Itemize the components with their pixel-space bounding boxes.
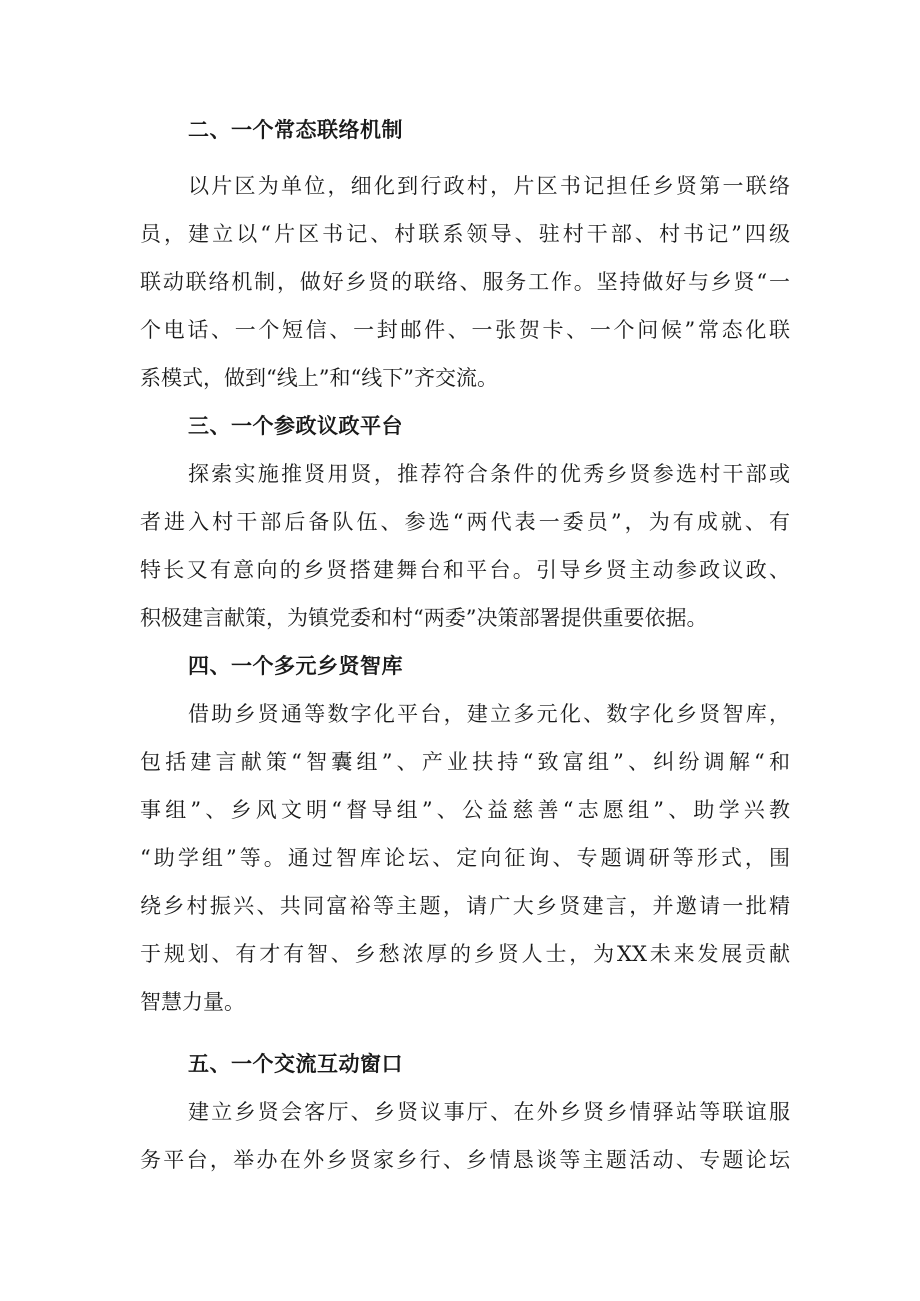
paragraph-line: 特长又有意向的乡贤搭建舞台和平台。引导乡贤主动参政议政、 bbox=[140, 558, 790, 582]
paragraph-line: 员，建立以“片区书记、村联系领导、驻村干部、村书记”四级 bbox=[140, 222, 790, 246]
paragraph-line: 系模式，做到“线上”和“线下”齐交流。 bbox=[140, 366, 498, 390]
paragraph-line: 绕乡村振兴、共同富裕等主题，请广大乡贤建言，并邀请一批精 bbox=[140, 894, 790, 918]
section bbox=[140, 1040, 790, 1184]
section-heading: 五、一个交流互动窗口 bbox=[188, 1052, 403, 1076]
section-heading: 二、一个常态联络机制 bbox=[188, 118, 403, 142]
paragraph-line: “助学组”等。通过智库论坛、定向征询、专题调研等形式，围 bbox=[140, 846, 790, 870]
section-heading: 四、一个多元乡贤智库 bbox=[188, 654, 403, 678]
paragraph-line: 者进入村干部后备队伍、参选“两代表一委员”，为有成就、有 bbox=[140, 510, 790, 534]
section bbox=[140, 642, 790, 1026]
paragraph-line: 建立乡贤会客厅、乡贤议事厅、在外乡贤乡情驿站等联谊服 bbox=[188, 1100, 790, 1124]
section bbox=[140, 106, 790, 402]
paragraph-line: 联动联络机制，做好乡贤的联络、服务工作。坚持做好与乡贤“一 bbox=[140, 270, 790, 294]
document-page bbox=[140, 106, 790, 1184]
section bbox=[140, 402, 790, 642]
paragraph-line: 积极建言献策，为镇党委和村“两委”决策部署提供重要依据。 bbox=[140, 606, 708, 630]
paragraph-line: 事组”、乡风文明“督导组”、公益慈善“志愿组”、助学兴教 bbox=[140, 798, 790, 822]
section-heading: 三、一个参政议政平台 bbox=[188, 414, 403, 438]
paragraph-line: 于规划、有才有智、乡愁浓厚的乡贤人士，为XX未来发展贡献 bbox=[140, 942, 790, 966]
paragraph-line: 以片区为单位，细化到行政村，片区书记担任乡贤第一联络 bbox=[188, 174, 790, 198]
paragraph-line: 包括建言献策“智囊组”、产业扶持“致富组”、纠纷调解“和 bbox=[140, 750, 790, 774]
paragraph-line: 借助乡贤通等数字化平台，建立多元化、数字化乡贤智库， bbox=[188, 702, 790, 726]
paragraph-line: 个电话、一个短信、一封邮件、一张贺卡、一个问候”常态化联 bbox=[140, 318, 790, 342]
paragraph-line: 探索实施推贤用贤，推荐符合条件的优秀乡贤参选村干部或 bbox=[188, 462, 790, 486]
paragraph-line: 务平台，举办在外乡贤家乡行、乡情恳谈等主题活动、专题论坛 bbox=[140, 1148, 790, 1172]
paragraph-line: 智慧力量。 bbox=[140, 990, 245, 1014]
